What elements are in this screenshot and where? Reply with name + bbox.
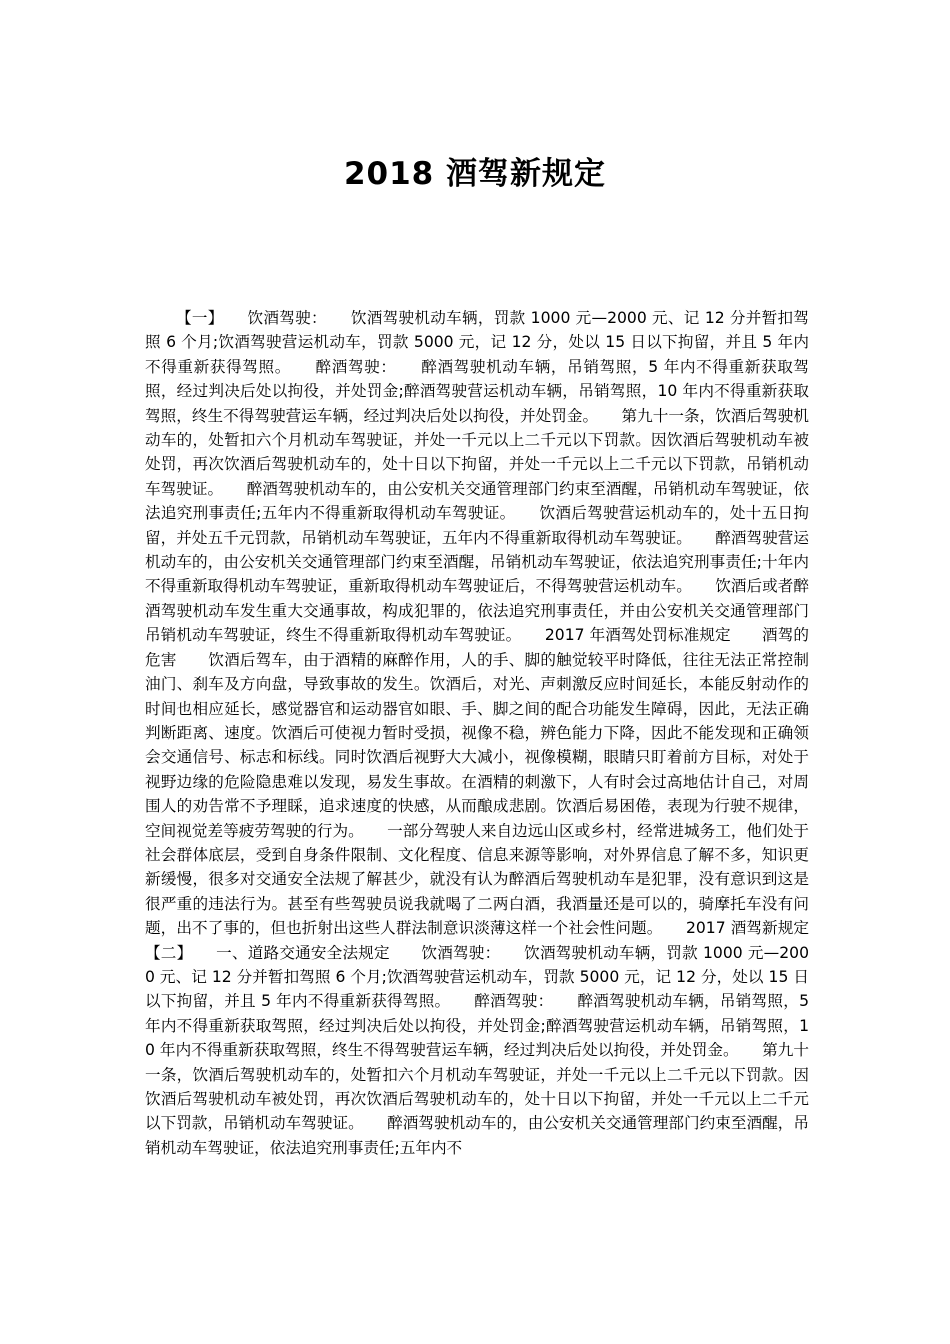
document-body-paragraph: 【一】 饮酒驾驶： 饮酒驾驶机动车辆，罚款 1000 元—2000 元、记 12 分并暂扣驾照 6 个月;饮酒驾驶营运机动车，罚款 5000 元，记 12 分，处以 15 日以下拘留，并且 5 年内不得重新获得驾照。 醉酒驾驶： 醉酒驾驶机动车辆，吊销驾照，5 年内不得重新获取驾照，经过判决后处以拘役，并处罚金;醉酒驾驶营运机动车辆，吊销驾照，10 年内不得重新获取驾照，终生不得驾驶营运车辆，经过判决后处以拘役，并处罚金。 第九十一条，饮酒后驾驶机动车的，处暂扣六个月机动车驾驶证，并处一千元以上二千元以下罚款。因饮酒后驾驶机动车被处罚，再次饮酒后驾驶机动车的，处十日以下拘留，并处一千元以上二千元以下罚款，吊销机动车驾驶证。 醉酒驾驶机动车的，由公安机关交通管理部门约束至酒醒，吊销机动车驾驶证，依法追究刑事责任;五年内不得重新取得机动车驾驶证。 饮酒后驾驶营运机动车的，处十五日拘留，并处五千元罚款，吊销机动车驾驶证，五年内不得重新取得机动车驾驶证。 醉酒驾驶营运机动车的，由公安机关交通管理部门约束至酒醒，吊销机动车驾驶证，依法追究刑事责任;十年内不得重新取得机动车驾驶证，重新取得机动车驾驶证后，不得驾驶营运机动车。 饮酒后或者醉酒驾驶机动车发生重大交通事故，构成犯罪的，依法追究刑事责任，并由公安机关交通管理部门吊销机动车驾驶证，终生不得重新取得机动车驾驶证。 2017 年酒驾处罚标准规定 酒驾的危害 饮酒后驾车，由于酒精的麻醉作用，人的手、脚的触觉较平时降低，往往无法正常控制油门、刹车及方向盘，导致事故的发生。饮酒后，对光、声刺激反应时间延长，本能反射动作的时间也相应延长，感觉器官和运动器官如眼、手、脚之间的配合功能发生障碍，因此，无法正确判断距离、速度。饮酒后可使视力暂时受损，视像不稳，辨色能力下降，因此不能发现和正确领会交通信号、标志和标线。同时饮酒后视野大大减小，视像模糊，眼睛只盯着前方目标，对处于视野边缘的危险隐患难以发现，易发生事故。在酒精的刺激下，人有时会过高地估计自己，对周围人的劝告常不予理睬，追求速度的快感，从而酿成悲剧。饮酒后易困倦，表现为行驶不规律，空间视觉差等疲劳驾驶的行为。 一部分驾驶人来自边远山区或乡村，经常进城务工，他们处于社会群体底层，受到自身条件限制、文化程度、信息来源等影响，对外界信息了解不多，知识更新缓慢，很多对交通安全法规了解甚少，就没有认为醉酒后驾驶机动车是犯罪，没有意识到这是很严重的违法行为。甚至有些驾驶员说我就喝了二两白酒，我酒量还是可以的，骑摩托车没有问题，出不了事的，但也折射出这些人群法制意识淡薄这样一个社会性问题。 2017 酒驾新规定【二】 一、道路交通安全法规定 饮酒驾驶： 饮酒驾驶机动车辆，罚款 1000 元—2000 元、记 12 分并暂扣驾照 6 个月;饮酒驾驶营运机动车，罚款 5000 元，记 12 分，处以 15 日以下拘留，并且 5 年内不得重新获得驾照。 醉酒驾驶： 醉酒驾驶机动车辆，吊销驾照，5 年内不得重新获取驾照，经过判决后处以拘役，并处罚金;醉酒驾驶营运机动车辆，吊销驾照，10 年内不得重新获取驾照，终生不得驾驶营运车辆，经过判决后处以拘役，并处罚金。 第九十一条，饮酒后驾驶机动车的，处暂扣六个月机动车驾驶证，并处一千元以上二千元以下罚款。因饮酒后驾驶机动车被处罚，再次饮酒后驾驶机动车的，处十日以下拘留，并处一千元以上二千元以下罚款，吊销机动车驾驶证。 醉酒驾驶机动车的，由公安机关交通管理部门约束至酒醒，吊销机动车驾驶证，依法追究刑事责任;五年内不 <box>145 309 814 1157</box>
document-title: 2018 酒驾新规定 <box>343 156 607 192</box>
